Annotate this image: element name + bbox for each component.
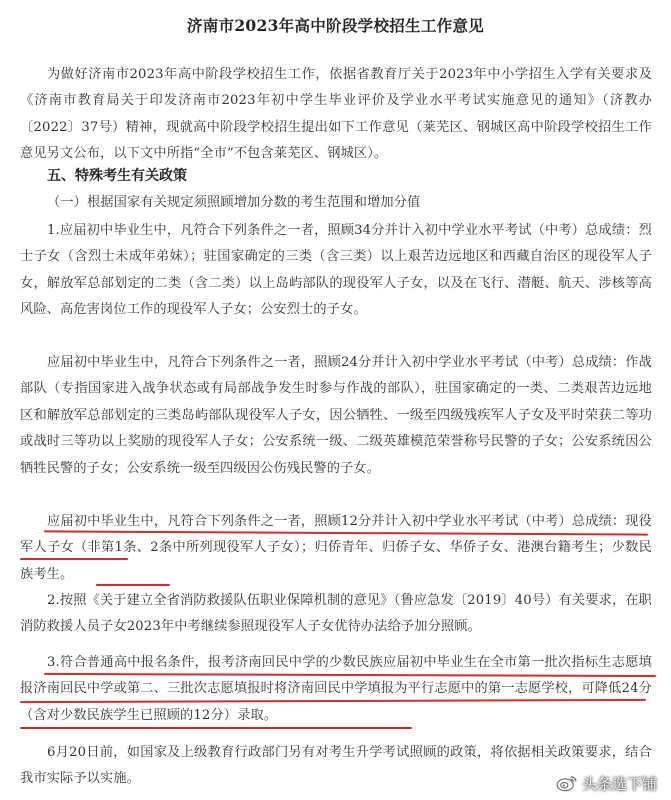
paragraph-34-points: 1.应届初中毕业生中，凡符合下列条件之一者，照顾34分并计入初中学业水平考试（中考）总成绩：烈士子女（含烈士未成年弟妹）；驻国家确定的三类（含三类）以上艰苦边远地区和西藏自治区的现役军人子女，解放军总部划定的二类（含二类）以上岛屿部队的现役军人子女，以及在飞行、潜艇、航天、涉核等高风险、高危害岗位工作的现役军人子女；公安烈士的子女。 xyxy=(20,223,652,318)
subsection-heading: （一）根据国家有关规定须照顾增加分数的考生范围和增加分值 xyxy=(47,195,421,210)
paragraph-fire-rescue: 2.按照《关于建立全省消防救援队伍职业保障机制的意见》（鲁应急发〔2019〕40号）有关要求，在职消防救援人员子女2023年中考继续参照现役军人子女优待办法给予加分照顾。 xyxy=(20,593,652,635)
watermark xyxy=(556,772,657,794)
paragraph-hui-school: 3.符合普通高中报名条件，报考济南回民中学的少数民族应届初中毕业生在全市第一批次指标生志愿填报济南回民中学或第二、三批次志愿填报时将济南回民中学填报为平行志愿中的第一志愿学校，可降低24分（含对少数民族学生已照顾的12分）录取。 xyxy=(20,655,652,723)
underline-mark xyxy=(20,558,128,560)
paragraph-closing: 6月20日前，如国家及上级教育行政部门另有对考生升学考试照顾的政策，将依据相关政策要求，结合我市实际予以实施。 xyxy=(20,745,652,787)
underline-mark xyxy=(20,727,412,729)
section-heading: 五、特殊考生有关政策 xyxy=(47,168,187,184)
weibo-icon xyxy=(556,774,578,792)
paragraph-12-points: 应届初中毕业生中，凡符合下列条件之一者，照顾12分并计入初中学业水平考试（中考）总成绩：现役军人子女（非第1条、2条中所列现役军人子女）；归侨青年、归侨子女、华侨子女、港澳台籍考生；少数民族考生。 xyxy=(20,514,652,582)
intro-paragraph: 为做好济南市2023年高中阶段学校招生工作，依据省教育厅关于2023年中小学招生入学有关要求及《济南市教育局关于印发济南市2023年初中学生毕业评价及学业水平考试实施意见的通知》（济教办〔2022〕37号）精神，现就高中阶段学校招生提出如下工作意见（莱芜区、钢城区高中阶段学校招生工作意见另文公布，以下文中所指“全市”不包含莱芜区、钢城区）。 xyxy=(20,67,652,162)
watermark-text: 头条选下铺 xyxy=(581,774,657,793)
document-title: 济南市2023年高中阶段学校招生工作意见 xyxy=(186,16,485,35)
paragraph-24-points: 应届初中毕业生中，凡符合下列条件之一者，照顾24分并计入初中学业水平考试（中考）总成绩：作战部队（专指国家进入战争状态或有局部战争发生时参与作战的部队），驻国家确定的一类、二类艰苦边远地区和解放军总部划定的三类岛屿部队现役军人子女，因公牺牲、一级至四级残疾军人子女及平时荣获二等功或战时三等功以上奖励的现役军人子女；公安系统一级、二级英雄模范荣誉称号民警的子女；公安系统因公牺牲民警的子女；公安系统一级至四级因公伤残民警的子女。 xyxy=(20,355,652,476)
underline-mark xyxy=(96,584,170,586)
